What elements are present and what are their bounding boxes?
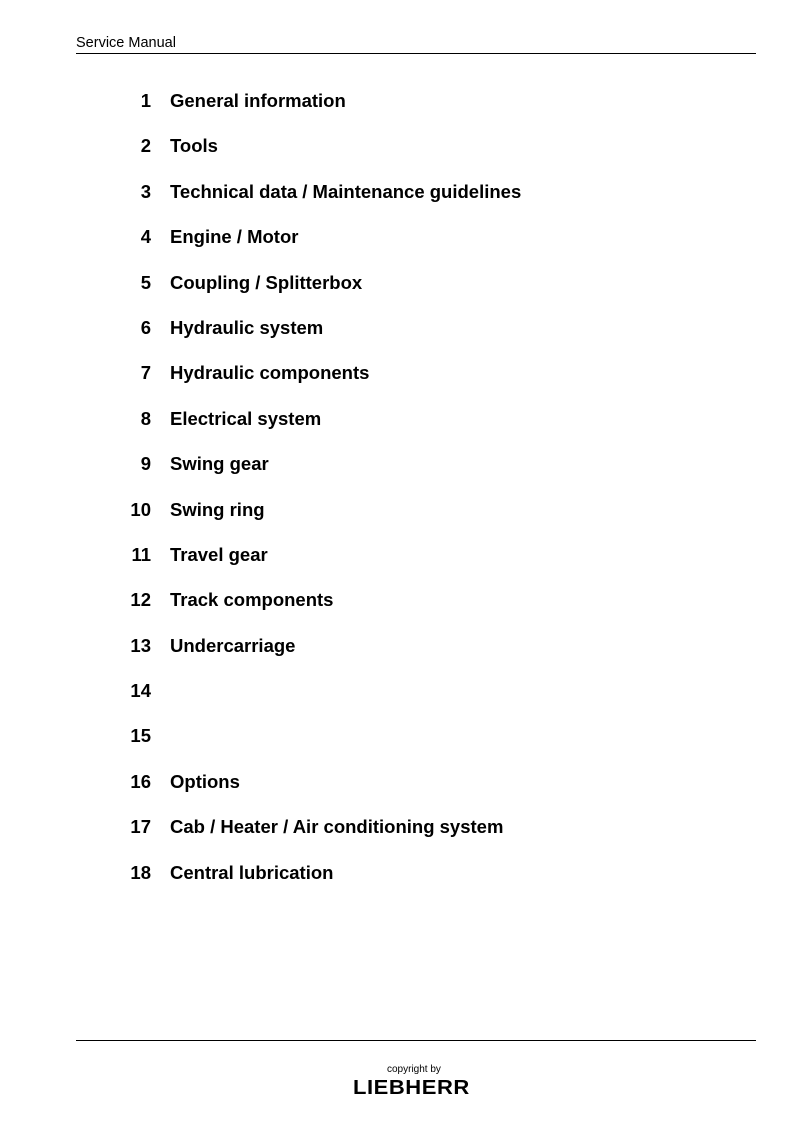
liebherr-logo: LIEBHERR [353,1077,470,1099]
toc-item [0,861,794,906]
toc-item-label: Travel gear [170,543,268,565]
toc-item-number: 7 [140,362,151,384]
toc-item [0,498,794,543]
toc-item-label: Hydraulic components [170,362,370,384]
toc-item-label: Swing gear [170,453,269,475]
toc-item [0,271,794,316]
toc-item [0,225,794,270]
copyright-text: copyright by [387,1064,441,1075]
toc-item [0,134,794,179]
toc-item [0,724,794,769]
toc-item [0,588,794,633]
toc-item [0,543,794,588]
header-divider [76,53,756,54]
toc-item-number: 16 [130,770,151,792]
toc-item [0,815,794,860]
toc-item-label: Track components [170,589,334,611]
toc-item-label: Tools [170,135,218,157]
toc-item [0,770,794,815]
toc-item-number: 18 [130,861,151,883]
toc-item-label: Hydraulic system [170,316,324,338]
toc-item-number: 12 [130,589,151,611]
toc-item [0,452,794,497]
toc-item-label: Undercarriage [170,634,296,656]
toc-item-number: 2 [140,135,151,157]
toc-item-label: Coupling / Splitterbox [170,271,363,293]
toc-item-label: Technical data / Maintenance guidelines [170,180,522,202]
toc-item-label: Engine / Motor [170,226,299,248]
toc-item-number: 4 [140,226,151,248]
toc-item-label: General information [170,90,346,111]
toc-item [0,679,794,724]
toc-item-label: Swing ring [170,498,265,520]
toc-item-number: 14 [130,680,151,702]
toc-item-number: 1 [140,90,151,111]
toc-item-label: Electrical system [170,407,322,429]
toc-item [0,407,794,452]
toc-item-number: 11 [131,543,151,565]
toc-item-number: 13 [130,634,151,656]
toc-item-label: Cab / Heater / Air conditioning system [170,816,504,838]
toc-item-number: 3 [140,180,151,202]
toc-item [0,89,794,134]
toc-item-number: 6 [140,316,151,338]
toc-item-label: Central lubrication [170,861,334,883]
toc-item-number: 9 [140,453,151,475]
page-header-title: Service Manual [76,35,176,51]
table-of-contents [0,89,794,906]
toc-item-number: 5 [140,271,151,293]
toc-item [0,634,794,679]
toc-item-number: 17 [130,816,151,838]
toc-item-label: Options [170,770,240,792]
toc-item-number: 15 [130,725,151,747]
toc-item [0,361,794,406]
toc-item [0,316,794,361]
toc-item-number: 10 [130,498,151,520]
toc-item-number: 8 [140,407,151,429]
footer-divider [76,1040,756,1041]
toc-item [0,180,794,225]
